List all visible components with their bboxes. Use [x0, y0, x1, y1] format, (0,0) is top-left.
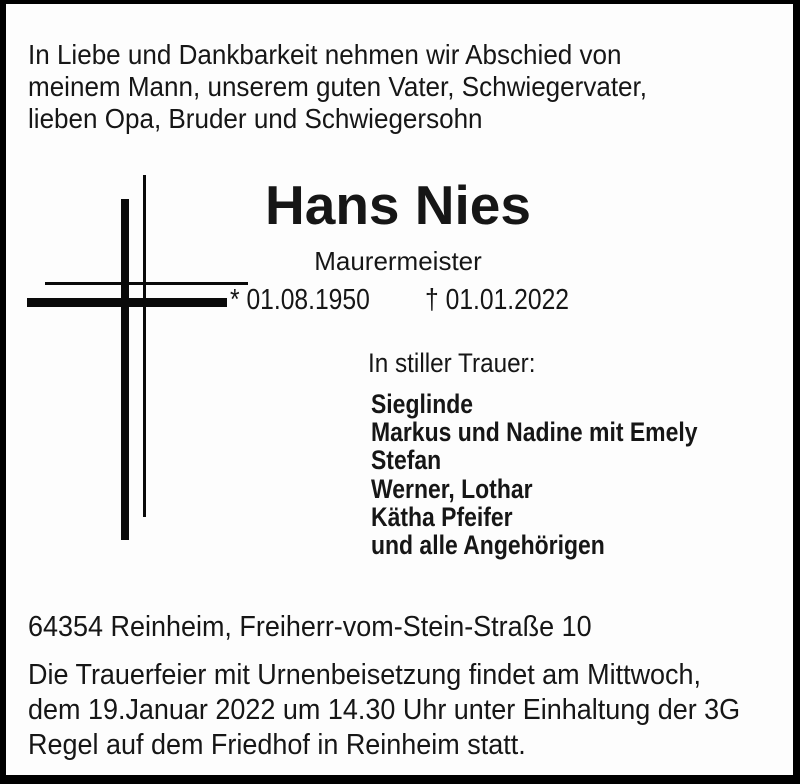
deceased-profession: Maurermeister	[314, 246, 482, 276]
birth-date: * 01.08.1950	[230, 284, 370, 316]
mourning-label: In stiller Trauer:	[368, 348, 536, 378]
intro-line: lieben Opa, Bruder und Schwiegersohn	[28, 103, 483, 134]
mourner-line: Markus und Nadine mit Emely	[371, 417, 698, 448]
deceased-name: Hans Nies	[265, 174, 531, 236]
mourner-line: Stefan	[371, 445, 442, 476]
death-date: † 01.01.2022	[425, 284, 569, 316]
funeral-line: dem 19.Januar 2022 um 14.30 Uhr unter Einhaltung der 3G	[28, 694, 741, 726]
family-address: 64354 Reinheim, Freiherr-vom-Stein-Straße 10	[28, 611, 592, 643]
cross-thin-vertical-bar	[143, 175, 146, 517]
cross-thick-vertical-bar	[121, 199, 129, 540]
intro-line: meinem Mann, unserem guten Vater, Schwiegervater,	[28, 71, 648, 102]
intro-paragraph	[28, 39, 647, 135]
cross-thin-horizontal-bar	[45, 282, 248, 285]
mourner-line: Sieglinde	[371, 389, 474, 419]
frame-border-bottom	[0, 775, 800, 784]
frame-border-top	[0, 0, 800, 4]
funeral-line: Regel auf dem Friedhof in Reinheim statt.	[28, 729, 526, 761]
mourner-line: Werner, Lothar	[371, 473, 533, 504]
life-dates	[230, 284, 569, 317]
funeral-paragraph	[28, 658, 740, 763]
funeral-line: Die Trauerfeier mit Urnenbeisetzung findet am Mittwoch,	[28, 659, 702, 691]
intro-line: In Liebe und Dankbarkeit nehmen wir Abschied von	[28, 39, 622, 70]
frame-border-left	[0, 0, 6, 784]
mourners-list	[371, 390, 697, 559]
cross-thick-horizontal-bar	[27, 298, 227, 307]
mourner-line: und alle Angehörigen	[371, 530, 605, 561]
frame-border-right	[793, 0, 800, 784]
mourner-line: Kätha Pfeifer	[371, 501, 513, 532]
